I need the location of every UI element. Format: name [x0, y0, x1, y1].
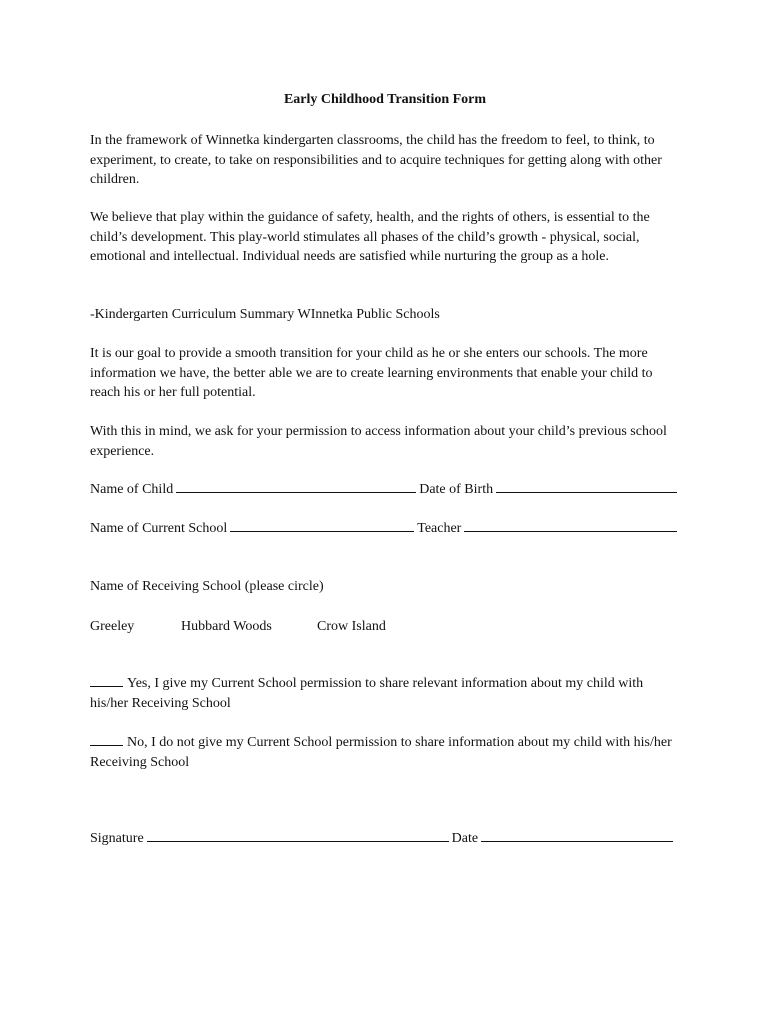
- consent-yes-text: Yes, I give my Current School permission to share relevant information about my child with his/her Receiving School: [90, 676, 644, 711]
- signature-field[interactable]: [147, 829, 449, 842]
- school-info-row: [90, 519, 680, 539]
- form-title: Early Childhood Transition Form: [283, 92, 487, 107]
- intro-paragraph-2: We believe that play within the guidance of safety, health, and the rights of others, is essential to the child’s development. This play-world stimulates all phases of the child’s growth - physical, social, emotional and intellectual. Individual needs are satisfied while nurturing the group as a hole.: [90, 210, 650, 264]
- current-school-field[interactable]: [230, 519, 414, 532]
- consent-no-item: [90, 733, 682, 772]
- teacher-label: Teacher: [417, 521, 462, 536]
- name-of-child-label: Name of Child: [90, 482, 174, 497]
- consent-yes-blank[interactable]: [90, 674, 123, 687]
- school-option-hubbard-woods[interactable]: Hubbard Woods: [181, 619, 272, 634]
- consent-no-blank[interactable]: [90, 733, 123, 746]
- consent-yes-item: [90, 674, 682, 713]
- curriculum-citation: -Kindergarten Curriculum Summary WInnetka Public Schools: [90, 307, 440, 322]
- name-of-child-field[interactable]: [176, 480, 416, 493]
- intro-paragraph-1: In the framework of Winnetka kindergarten classrooms, the child has the freedom to feel, to think, to experiment, to create, to take on responsibilities and to acquire techniques for getting along with other children.: [90, 133, 662, 187]
- school-option-greeley[interactable]: Greeley: [90, 619, 135, 634]
- date-label: Date: [451, 831, 479, 846]
- child-info-row: [90, 480, 680, 500]
- receiving-school-label: Name of Receiving School (please circle): [90, 579, 324, 594]
- current-school-label: Name of Current School: [90, 521, 228, 536]
- date-field[interactable]: [481, 829, 673, 842]
- permission-request: With this in mind, we ask for your permission to access information about your child’s previous school experience.: [90, 424, 667, 459]
- date-of-birth-field[interactable]: [496, 480, 677, 493]
- consent-no-text: No, I do not give my Current School permission to share information about my child with his/her Receiving School: [90, 735, 672, 770]
- signature-label: Signature: [90, 831, 144, 846]
- signature-row: [90, 829, 676, 849]
- school-option-crow-island[interactable]: Crow Island: [317, 619, 386, 634]
- date-of-birth-label: Date of Birth: [419, 482, 494, 497]
- goal-paragraph: It is our goal to provide a smooth transition for your child as he or she enters our schools. The more information we have, the better able we are to create learning environments that enable your child to reach his or her full potential.: [90, 346, 653, 400]
- teacher-field[interactable]: [464, 519, 677, 532]
